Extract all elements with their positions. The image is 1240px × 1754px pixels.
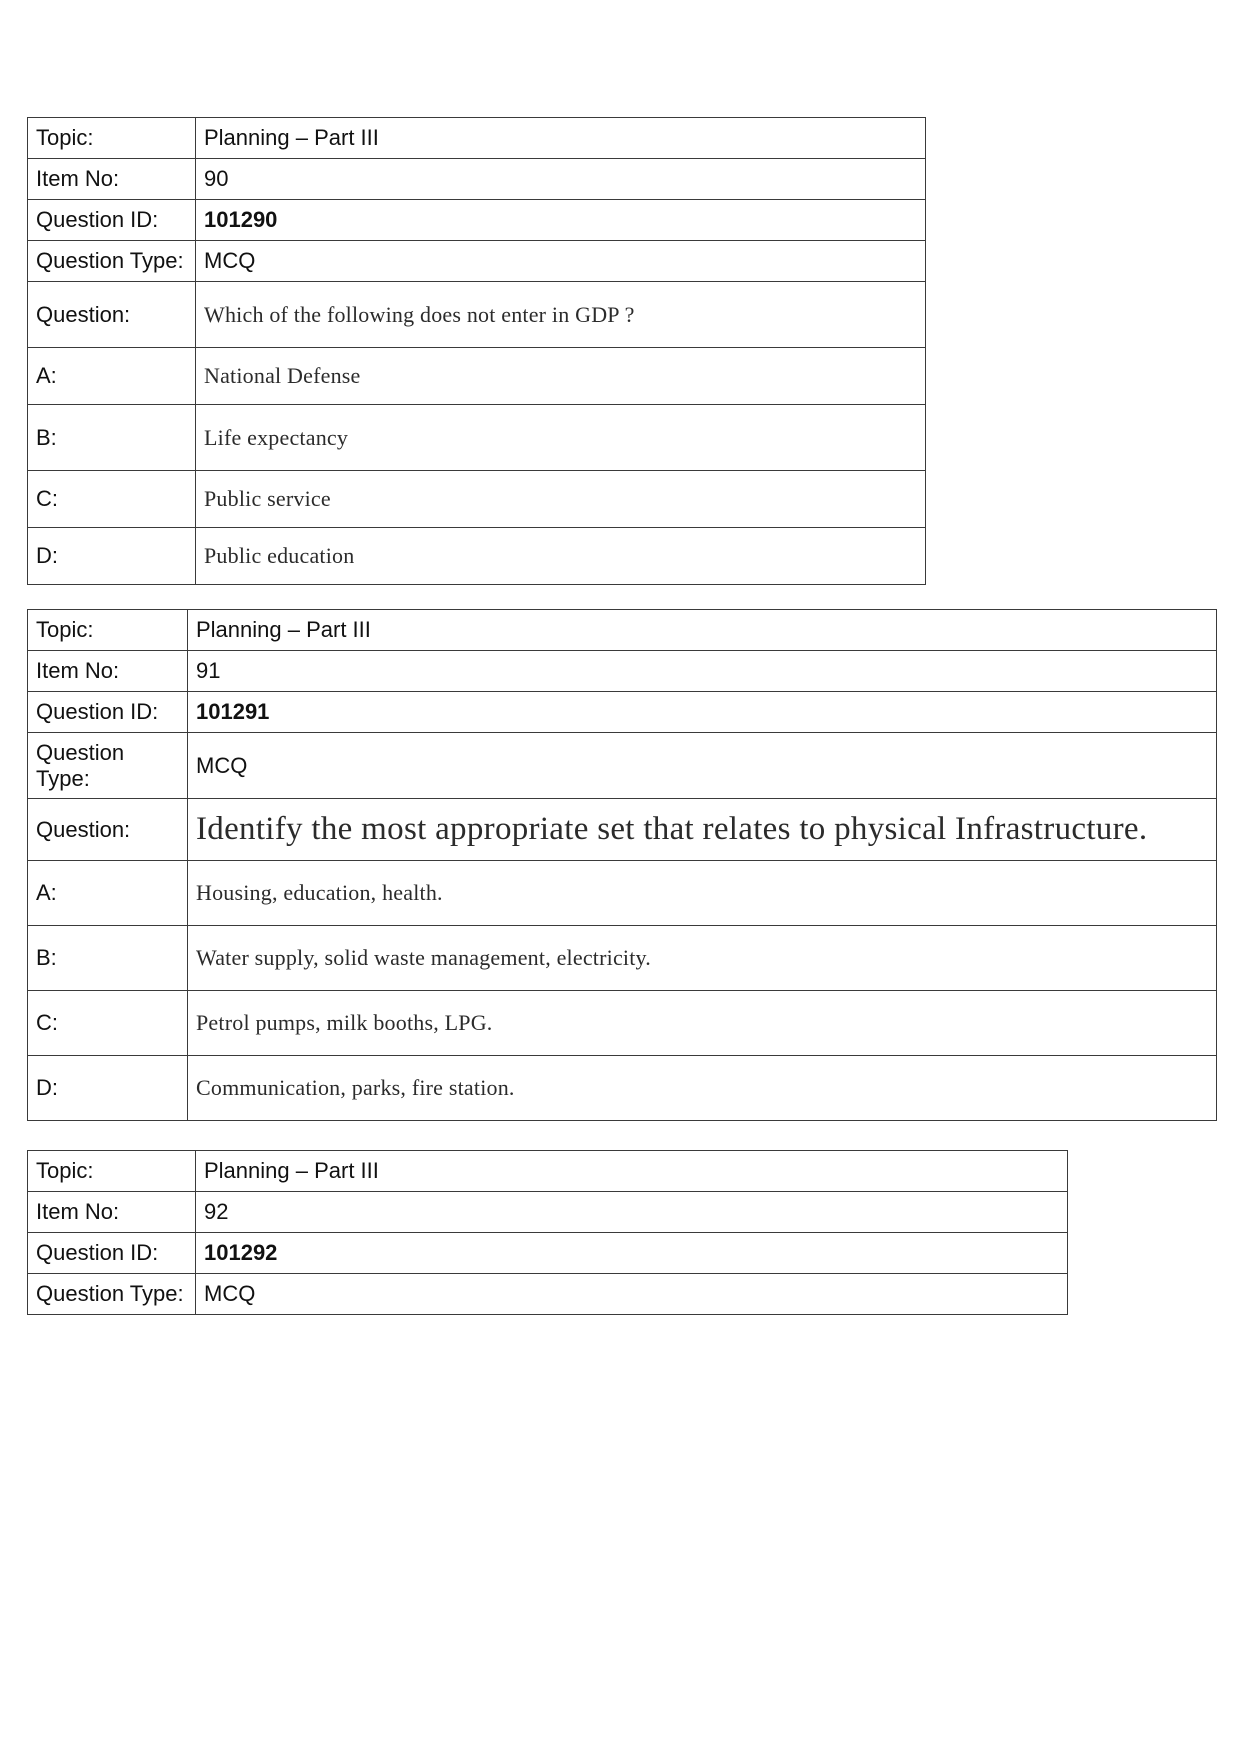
item-no-label: Item No: [28,159,196,200]
question-type-label: Question Type: [28,1274,196,1315]
question-type-label: Question Type: [28,733,188,799]
option-b-row [28,926,1217,991]
question-id-row [28,200,926,241]
question-type-row [28,1274,1068,1315]
question-id-label: Question ID: [28,1233,196,1274]
question-row [28,799,1217,861]
question-id-value: 101290 [196,200,926,241]
item-no-value: 92 [196,1192,1068,1233]
question-table-item-91 [27,609,1217,1121]
topic-row [28,1151,1068,1192]
question-id-label: Question ID: [28,692,188,733]
topic-value: Planning – Part III [188,610,1217,651]
option-c-row [28,471,926,528]
item-no-value: 90 [196,159,926,200]
option-d-text: Public education [196,528,926,585]
question-type-value: MCQ [196,1274,1068,1315]
item-no-value: 91 [188,651,1217,692]
question-type-row [28,733,1217,799]
topic-value: Planning – Part III [196,118,926,159]
option-b-text: Life expectancy [196,405,926,471]
option-a-text: National Defense [196,348,926,405]
question-text: Identify the most appropriate set that relates to physical Infrastructure. [188,799,1217,861]
item-no-row [28,159,926,200]
option-a-label: A: [28,861,188,926]
option-a-row [28,861,1217,926]
topic-label: Topic: [28,1151,196,1192]
question-id-row [28,692,1217,733]
question-label: Question: [28,799,188,861]
question-type-row [28,241,926,282]
question-table-item-92 [27,1150,1068,1315]
option-d-text: Communication, parks, fire station. [188,1056,1217,1121]
option-c-label: C: [28,471,196,528]
option-c-row [28,991,1217,1056]
option-b-text: Water supply, solid waste management, electricity. [188,926,1217,991]
option-a-text: Housing, education, health. [188,861,1217,926]
item-no-row [28,651,1217,692]
item-no-label: Item No: [28,651,188,692]
option-d-label: D: [28,1056,188,1121]
option-b-label: B: [28,405,196,471]
topic-row [28,118,926,159]
option-a-label: A: [28,348,196,405]
topic-value: Planning – Part III [196,1151,1068,1192]
question-id-value: 101292 [196,1233,1068,1274]
question-row [28,282,926,348]
question-id-value: 101291 [188,692,1217,733]
option-a-row [28,348,926,405]
option-d-row [28,1056,1217,1121]
question-type-label: Question Type: [28,241,196,282]
item-no-label: Item No: [28,1192,196,1233]
topic-label: Topic: [28,118,196,159]
question-id-row [28,1233,1068,1274]
option-c-label: C: [28,991,188,1056]
question-id-label: Question ID: [28,200,196,241]
topic-label: Topic: [28,610,188,651]
option-d-row [28,528,926,585]
option-b-row [28,405,926,471]
question-type-value: MCQ [196,241,926,282]
question-table-item-90 [27,117,926,585]
option-c-text: Petrol pumps, milk booths, LPG. [188,991,1217,1056]
question-label: Question: [28,282,196,348]
option-d-label: D: [28,528,196,585]
option-c-text: Public service [196,471,926,528]
topic-row [28,610,1217,651]
option-b-label: B: [28,926,188,991]
item-no-row [28,1192,1068,1233]
question-text: Which of the following does not enter in GDP ? [196,282,926,348]
question-type-value: MCQ [188,733,1217,799]
